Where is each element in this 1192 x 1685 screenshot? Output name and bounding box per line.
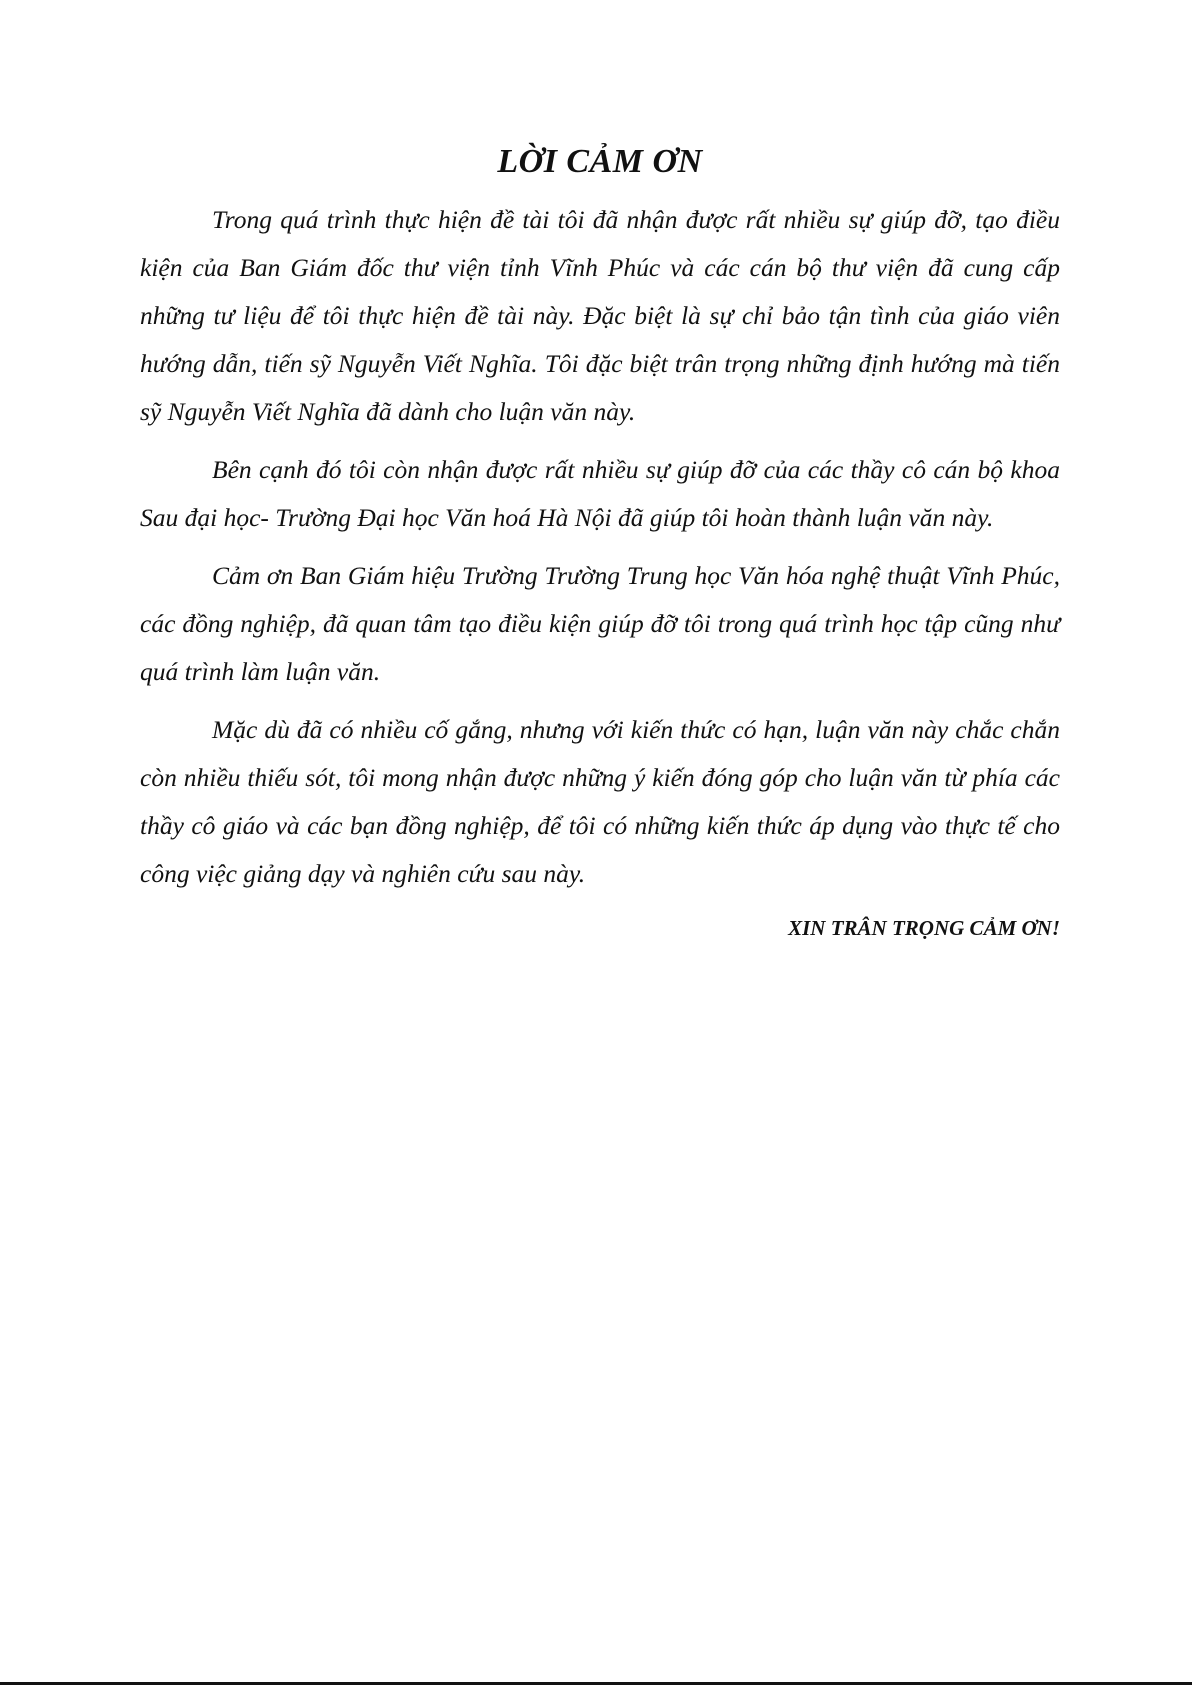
paragraph-4: Mặc dù đã có nhiều cố gắng, nhưng với kiến thức có hạn, luận văn này chắc chắn còn nhiều thiếu sót, tôi mong nhận được những ý kiến đóng góp cho luận văn từ phía các thầy cô giáo và các bạn đồng nghiệp, để tôi có những kiến thức áp dụng vào thực tế cho công việc giảng dạy và nghiên cứu sau này.	[140, 715, 1060, 888]
page-content	[140, 140, 1060, 948]
paragraph-1: Trong quá trình thực hiện đề tài tôi đã nhận được rất nhiều sự giúp đỡ, tạo điều kiện của Ban Giám đốc thư viện tỉnh Vĩnh Phúc và các cán bộ thư viện đã cung cấp những tư liệu để tôi thực hiện đề tài này. Đặc biệt là sự chỉ bảo tận tình của giáo viên hướng dẫn, tiến sỹ Nguyễn Viết Nghĩa. Tôi đặc biệt trân trọng những định hướng mà tiến sỹ Nguyễn Viết Nghĩa đã dành cho luận văn này.	[140, 205, 1060, 426]
closing-line: XIN TRÂN TRỌNG CẢM ƠN!	[788, 916, 1060, 940]
paragraph-2: Bên cạnh đó tôi còn nhận được rất nhiều sự giúp đỡ của các thầy cô cán bộ khoa Sau đại học- Trường Đại học Văn hoá Hà Nội đã giúp tôi hoàn thành luận văn này.	[140, 455, 1060, 532]
paragraph-3: Cảm ơn Ban Giám hiệu Trường Trường Trung học Văn hóa nghệ thuật Vĩnh Phúc, các đồng nghiệp, đã quan tâm tạo điều kiện giúp đỡ tôi trong quá trình học tập cũng như quá trình làm luận văn.	[140, 561, 1060, 686]
page-title: LỜI CẢM ƠN	[497, 143, 703, 180]
